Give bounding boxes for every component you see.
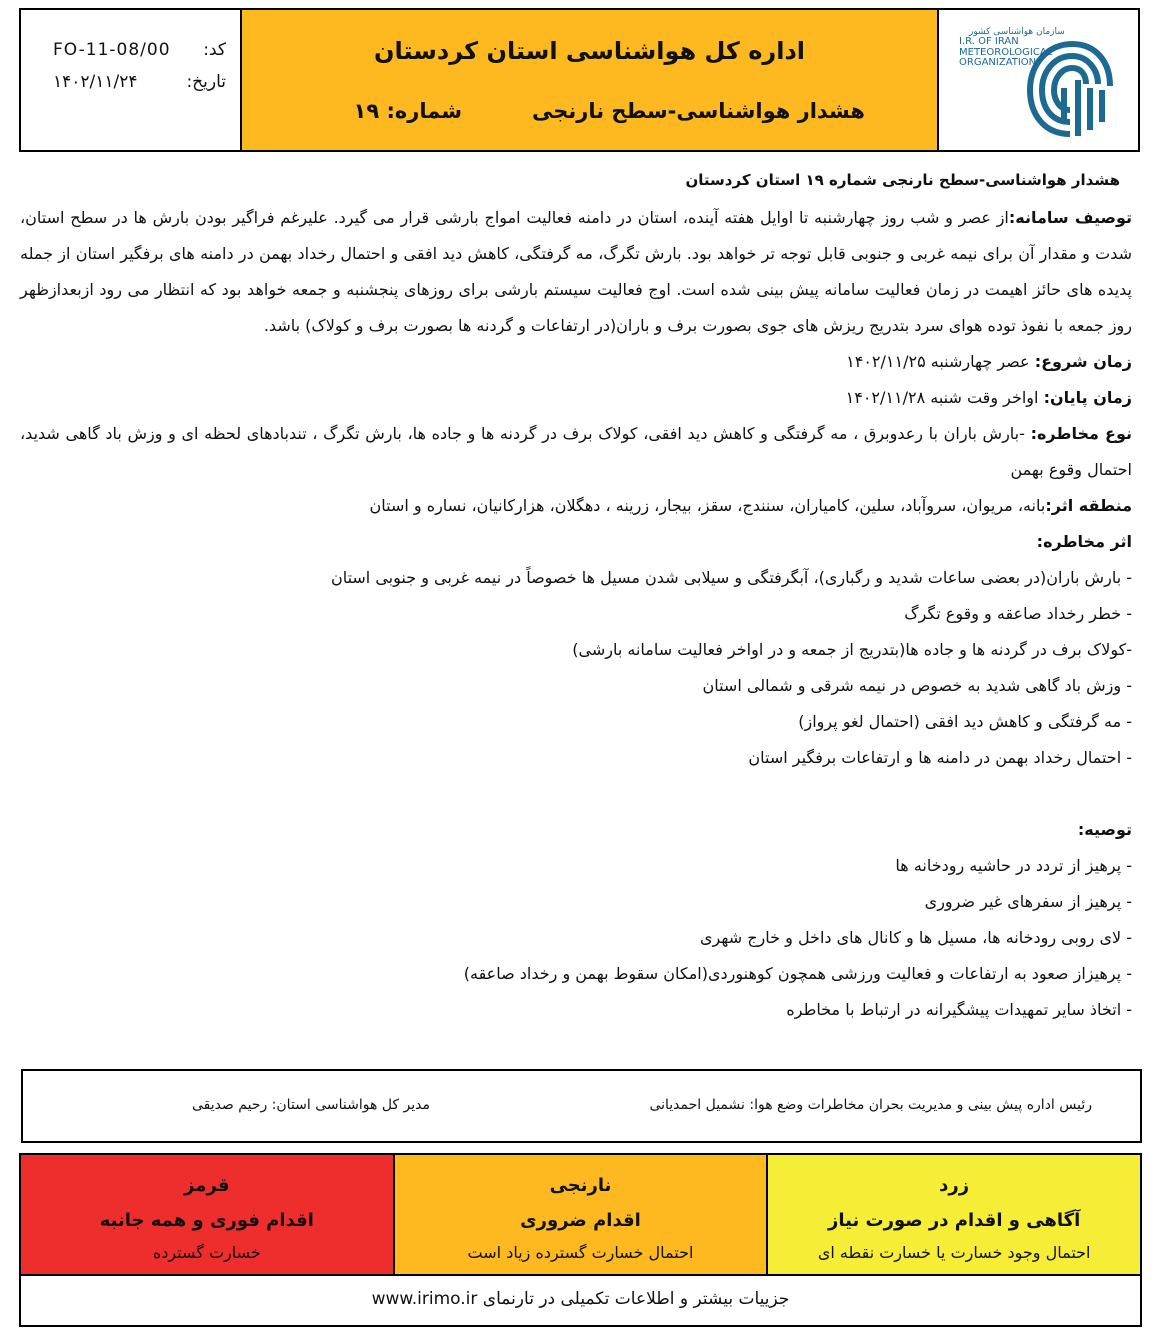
logo-english-line-3: ORGANIZATION xyxy=(959,57,1037,69)
issue-date: ۱۴۰۲/۱۱/۲۴ xyxy=(53,72,138,92)
document-header xyxy=(19,8,1140,152)
effect-item: - وزش باد گاهی شدید به خصوص در نیمه شرقی و شمالی استان xyxy=(702,676,1132,695)
director-signature: مدیر کل هواشناسی استان: رحیم صدیقی xyxy=(191,1097,430,1113)
warning-level-title: هشدار هواشناسی-سطح نارنجی xyxy=(532,99,865,123)
level-name: نارنجی xyxy=(549,1175,612,1196)
system-description-text: از عصر و شب روز چهارشنبه تا اوایل هفته آینده، استان در دامنه فعالیت امواج بارشی قرار می گیرد. علیرغم فراگیر بودن بارش ها در سطح استان، شدت و مقدار آن برای نیمه غربی و جنوبی قابل توجه تر خواهد بود. بارش تگرگ، مه گرفتگی، کاهش دید افقی و احتمال رخداد بهمن در دامنه های برفگیر استان از جمله پدیده های حائز اهیمت در زمان فعالیت سامانه پیش بینی شده است. اوج فعالیت سیستم بارشی برای روزهای پنجشنبه و جمعه خواهد بود که انتظار می رود ازبعدازظهر روز جمعه با نفوذ توده هوای سرد بتدریج ریزش های جوی بصورت برف و باران(در ارتفاعات و گردنه ها بصورت برف و کولاک) باشد. xyxy=(20,208,1132,335)
level-description: احتمال خسارت گسترده زیاد است xyxy=(467,1243,694,1262)
start-time xyxy=(20,344,1132,380)
start-time-label: زمان شروع: xyxy=(1034,352,1132,371)
start-time-value: عصر چهارشنبه ۱۴۰۲/۱۱/۲۵ xyxy=(846,352,1035,371)
level-yellow xyxy=(766,1155,1140,1274)
advice-item: - پرهیز از تردد در حاشیه رودخانه ها xyxy=(895,856,1132,875)
logo-box xyxy=(939,10,1138,150)
document-heading: هشدار هواشناسی-سطح نارنجی شماره ۱۹ استان کردستان xyxy=(685,171,1120,189)
level-action: اقدام فوری و همه جانبه xyxy=(99,1210,314,1231)
logo-english-line-2: METEOROLOGICAL xyxy=(959,46,1053,58)
logo-persian-text: سازمان هواشناسی کشور xyxy=(969,27,1065,37)
advice-item: - اتخاذ سایر تمهیدات پیشگیرانه در ارتباط با مخاطره xyxy=(786,1000,1132,1019)
end-time xyxy=(20,380,1132,416)
level-action: آگاهی و اقدام در صورت نیاز xyxy=(828,1210,1081,1231)
effect-item: -کولاک برف در گردنه ها و جاده ها(بتدریج از جمعه و در اواخر فعالیت سامانه بارشی) xyxy=(572,640,1132,659)
affected-area-label: منطقه اثر: xyxy=(1045,496,1132,515)
hazard-effects-label: اثر مخاطره: xyxy=(1036,532,1132,551)
forecast-head-signature: رئیس اداره پیش بینی و مدیریت بحران مخاطرات وضع هوا: نشمیل احمدیانی xyxy=(649,1097,1092,1113)
system-description-label: توصیف سامانه: xyxy=(1008,208,1133,227)
level-red xyxy=(21,1155,393,1274)
warning-body xyxy=(20,160,1132,1028)
code-row xyxy=(21,40,240,66)
affected-area xyxy=(20,488,1132,524)
office-title: اداره کل هواشناسی استان کردستان xyxy=(374,37,805,65)
code-box xyxy=(21,10,242,150)
date-label: تاریخ: xyxy=(186,72,226,92)
level-name: زرد xyxy=(939,1175,970,1196)
logo-english-line-1: I.R. OF IRAN xyxy=(959,36,1019,48)
level-orange xyxy=(393,1155,767,1274)
level-description: خسارت گسترده xyxy=(152,1243,261,1262)
advice-heading xyxy=(20,812,1132,848)
advice-item: - لای روبی رودخانه ها، مسیل ها و کانال های داخل و خارج شهری xyxy=(700,928,1132,947)
hazard-type xyxy=(20,416,1132,488)
effect-item: - احتمال رخداد بهمن در دامنه ها و ارتفاعات برفگیر استان xyxy=(748,748,1132,767)
advice-item: - پرهیز از سفرهای غیر ضروری xyxy=(924,892,1132,911)
spacer xyxy=(20,776,1132,812)
affected-area-text: بانه، مریوان، سروآباد، سلین، کامیاران، سنندج، سقز، بیجار، زرینه ، دهگلان، هزارکانیان، نساره و استان xyxy=(369,496,1046,515)
code-label: کد: xyxy=(203,40,226,60)
level-name: قرمز xyxy=(184,1175,230,1196)
website-footer: جزییات بیشتر و اطلاعات تکمیلی در تارنمای www.irimo.ir xyxy=(19,1274,1142,1327)
system-description xyxy=(20,200,1132,344)
advice-item: - پرهیزاز صعود به ارتفاعات و فعالیت ورزشی همچون کوهنوردی(امکان سقوط بهمن و رخداد صاعقه) xyxy=(463,964,1132,983)
date-row xyxy=(21,72,240,98)
effect-item: - مه گرفتگی و کاهش دید افقی (احتمال لغو پرواز) xyxy=(798,712,1132,731)
end-time-value: اواخر وقت شنبه ۱۴۰۲/۱۱/۲۸ xyxy=(845,388,1044,407)
meteorological-logo-icon xyxy=(1024,28,1116,140)
level-action: اقدام ضروری xyxy=(520,1210,641,1231)
level-description: احتمال وجود خسارت یا خسارت نقطه ای xyxy=(817,1243,1091,1262)
warning-number: شماره: ۱۹ xyxy=(353,99,462,123)
hazard-type-label: نوع مخاطره: xyxy=(1030,424,1133,443)
effect-item: - خطر رخداد صاعقه و وقوع تگرگ xyxy=(904,604,1132,623)
title-box xyxy=(242,10,939,150)
effect-item: - بارش باران(در بعضی ساعات شدید و رگباری)، آبگرفتگی و سیلابی شدن مسیل ها خصوصاً در نیمه غربی و جنوبی استان xyxy=(330,568,1132,587)
form-code: FO-11-08/00 xyxy=(53,40,171,60)
hazard-type-text: -بارش باران با رعدوبرق ، مه گرفتگی و کاهش دید افقی، کولاک برف در گردنه ها و جاده ها، بارش تگرگ ، تندبادهای لحظه ای و وزش باد گاهی شدید، احتمال وقوع بهمن xyxy=(20,424,1132,479)
end-time-label: زمان پایان: xyxy=(1043,388,1132,407)
warning-levels-table xyxy=(19,1153,1142,1276)
advice-label: توصیه: xyxy=(1077,820,1132,839)
signature-box xyxy=(21,1069,1142,1143)
hazard-effects-heading xyxy=(20,524,1132,560)
